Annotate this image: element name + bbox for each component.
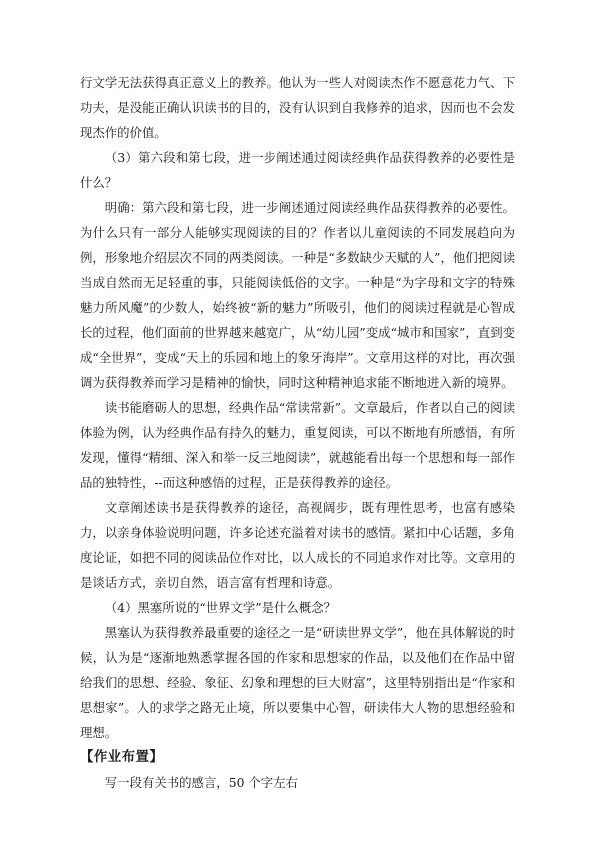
question-4: （4）黑塞所说的“世界文学”是什么概念？	[104, 600, 336, 615]
answer-4: 黑塞认为获得教养最重要的途径之一是“研读世界文学”，他在具体解说的时候，认为是“逐渐地熟悉掌握各国的作家和思想家的作品，以及他们在作品中留给我们的思想、经验、象征、幻象和理想的巨大财富”，这里特别指出是“作家和思想家”。人的求学之路无止境，所以要集中心智，研读伟大人物的思想经验和理想。	[80, 625, 515, 740]
homework-text: 写一段有关书的感言，50 个字左右	[104, 775, 298, 790]
question-3: （3）第六段和第七段，进一步阐述通过阅读经典作品获得教养的必要性是什么？	[80, 150, 515, 190]
paragraph-summary: 文章阐述读书是获得教养的途径，高视阔步，既有理性思考，也富有感染力，以亲身体验说明问题，许多论述充溢着对读书的感情。紧扣中心话题，多角度论证，如把不同的阅读品位作对比，以人成长的不同追求作对比等。文章用的是谈话方式，亲切自然，语言富有哲理和诗意。	[80, 500, 515, 590]
answer-3: 明确：第六段和第七段，进一步阐述通过阅读经典作品获得教养的必要性。为什么只有一部分人能够实现阅读的目的？作者以儿童阅读的不同发展趋向为例，形象地介绍层次不同的两类阅读。一种是“多数缺少天赋的人”，他们把阅读当成自然而无足轻重的事，只能阅读低俗的文字。一种是“为字母和文字的特殊魅力所风魔”的少数人，始终被“新的魅力”所吸引，他们的阅读过程就是心智成长的过程，他们面前的世界越来越宽广，从“幼儿园”变成“城市和国家”，直到变成“全世界”，变成“天上的乐园和地上的象牙海岸”。文章用这样的对比，再次强调为获得教养而学习是精神的愉快，同时这种精神追求能不断地进入新的境界。	[80, 200, 515, 390]
paragraph-continuation: 行文学无法获得真正意义上的教养。他认为一些人对阅读杰作不愿意花力气、下功夫，是没能正确认识读书的目的，没有认识到自我修养的追求，因而也不会发现杰作的价值。	[80, 75, 515, 140]
paragraph-classic-reading: 读书能磨砺人的思想，经典作品“常读常新”。文章最后，作者以自己的阅读体验为例，认为经典作品有持久的魅力，重复阅读，可以不断地有所感悟，有所发现，懂得“精细、深入和举一反三地阅读”，就越能看出每一个思想和每一部作品的独特性，--而这种感悟的过程，正是获得教养的途径。	[80, 400, 515, 490]
homework-heading: 【作业布置】	[80, 749, 164, 765]
